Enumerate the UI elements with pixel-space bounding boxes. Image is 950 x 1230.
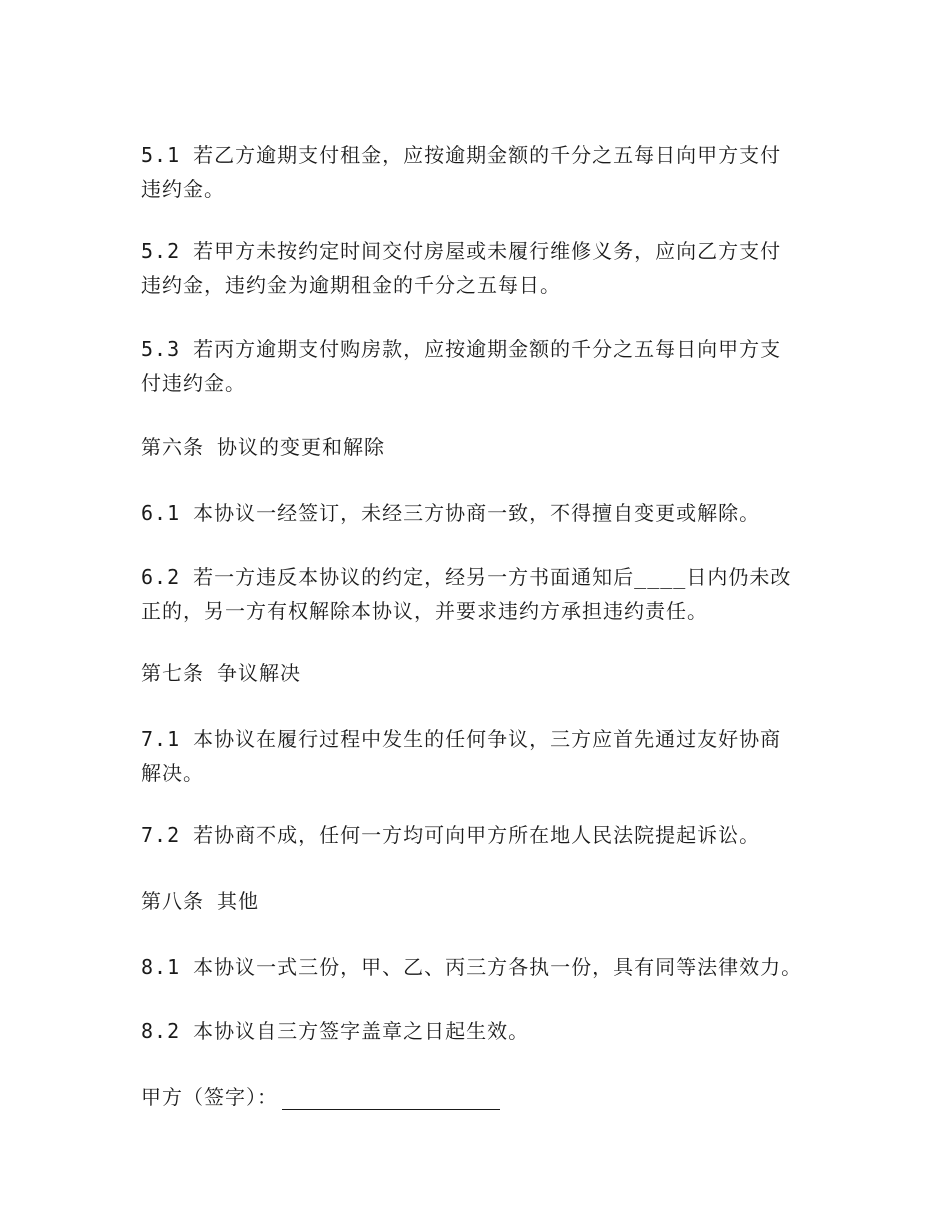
clause-6-1 (141, 496, 841, 530)
article-7-heading-text: 第七条 争议解决 (141, 661, 302, 685)
article-6-heading (141, 430, 841, 464)
clause-6-2 (141, 560, 841, 628)
article-8-heading (141, 884, 841, 918)
clause-5-3 (141, 332, 841, 400)
article-7-heading (141, 656, 841, 690)
clause-6-2-line-1: 6.2 若一方违反本协议的约定，经另一方书面通知后____日内仍未改 (141, 565, 792, 589)
clause-5-3-line-2: 付违约金。 (141, 371, 246, 395)
article-6-heading-text: 第六条 协议的变更和解除 (141, 435, 386, 459)
clause-5-1-line-1: 5.1 若乙方逾期支付租金，应按逾期金额的千分之五每日向甲方支付 (141, 143, 782, 167)
clause-5-2-line-2: 违约金，违约金为逾期租金的千分之五每日。 (141, 273, 561, 297)
signature-label: 甲方（签字）： (141, 1085, 278, 1109)
clause-8-1 (141, 950, 841, 984)
clause-7-1-line-1: 7.1 本协议在履行过程中发生的任何争议，三方应首先通过友好协商 (141, 727, 782, 751)
signature-blank (282, 1087, 500, 1110)
clause-7-1 (141, 722, 841, 790)
clause-8-1-text: 8.1 本协议一式三份，甲、乙、丙三方各执一份，具有同等法律效力。 (141, 955, 803, 979)
signature-block (141, 1080, 841, 1114)
clause-7-1-line-2: 解决。 (141, 761, 204, 785)
clause-7-2 (141, 818, 841, 852)
clause-8-2 (141, 1014, 841, 1048)
clause-6-1-text: 6.1 本协议一经签订，未经三方协商一致，不得擅自变更或解除。 (141, 501, 761, 525)
clause-7-2-text: 7.2 若协商不成，任何一方均可向甲方所在地人民法院提起诉讼。 (141, 823, 761, 847)
clause-5-3-line-1: 5.3 若丙方逾期支付购房款，应按逾期金额的千分之五每日向甲方支 (141, 337, 782, 361)
article-8-heading-text: 第八条 其他 (141, 889, 260, 913)
clause-5-1 (141, 138, 841, 206)
clause-8-2-text: 8.2 本协议自三方签字盖章之日起生效。 (141, 1019, 530, 1043)
clause-5-2-line-1: 5.2 若甲方未按约定时间交付房屋或未履行维修义务，应向乙方支付 (141, 239, 782, 263)
clause-5-2 (141, 234, 841, 302)
clause-6-2-line-2: 正的，另一方有权解除本协议，并要求违约方承担违约责任。 (141, 599, 708, 623)
clause-5-1-line-2: 违约金。 (141, 177, 225, 201)
signature-row (141, 1080, 841, 1114)
